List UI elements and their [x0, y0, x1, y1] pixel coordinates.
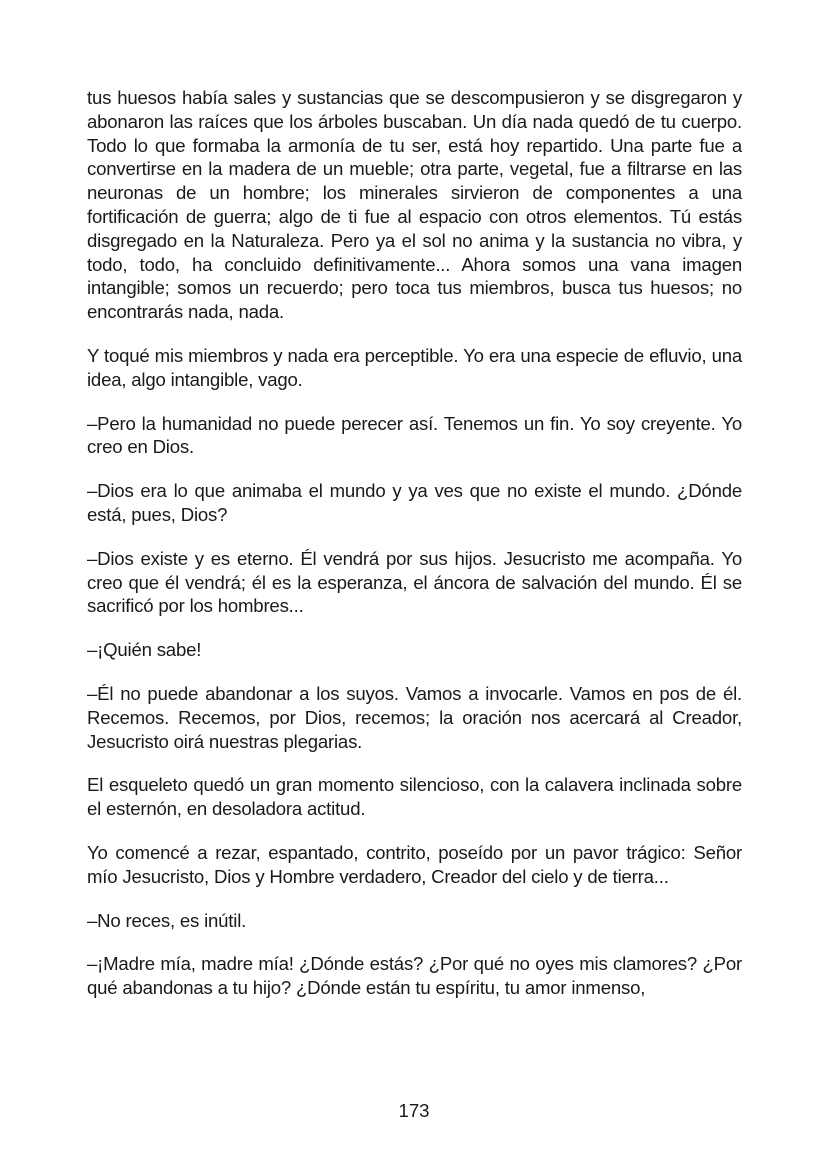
paragraph: –Dios existe y es eterno. Él vendrá por sus hijos. Jesucristo me acompaña. Yo creo que él vendrá; él es la esperanza, el áncora de salvación del mundo. Él se sacrificó por los hombres...: [87, 547, 742, 617]
paragraph: –¡Madre mía, madre mía! ¿Dónde estás? ¿Por qué no oyes mis clamores? ¿Por qué abandonas a tu hijo? ¿Dónde están tu espíritu, tu amor inmenso,: [87, 953, 742, 999]
page-number: 173: [398, 1100, 430, 1121]
paragraph: tus huesos había sales y sustancias que se descompusieron y se disgregaron y abonaron las raíces que los árboles buscaban. Un día nada quedó de tu cuerpo. Todo lo que formaba la armonía de tu ser, está hoy repartido. Una parte fue a convertirse en la madera de un mueble; otra parte, vegetal, fue a filtrarse en las neuronas de un hombre; los minerales sirvieron de componentes a una fortificación de guerra; algo de ti fue al espacio con otros elementos. Tú estás disgregado en la Naturaleza. Pero ya el sol no anima y la sustancia no vibra, y todo, todo, ha concluido definitivamente... Ahora somos una vana imagen intangible; somos un recuerdo; pero toca tus miembros, busca tus huesos; no encontrarás nada, nada.: [87, 87, 742, 323]
paragraph: –Dios era lo que animaba el mundo y ya ves que no existe el mundo. ¿Dónde está, pues, Dios?: [87, 480, 742, 525]
paragraph: –¡Quién sabe!: [87, 639, 202, 661]
page-body: [87, 86, 742, 1020]
paragraph: –Él no puede abandonar a los suyos. Vamos a invocarle. Vamos en pos de él. Recemos. Recemos, por Dios, recemos; la oración nos acercará al Creador, Jesucristo oirá nuestras plegarias.: [87, 682, 742, 752]
paragraph: Y toqué mis miembros y nada era perceptible. Yo era una especie de efluvio, una idea, algo intangible, vago.: [87, 344, 742, 390]
paragraph: Yo comencé a rezar, espantado, contrito, poseído por un pavor trágico: Señor mío Jesucristo, Dios y Hombre verdadero, Creador del cielo y de tierra...: [87, 841, 742, 887]
paragraph: –Pero la humanidad no puede perecer así. Tenemos un fin. Yo soy creyente. Yo creo en Dios.: [87, 412, 742, 458]
paragraph: El esqueleto quedó un gran momento silencioso, con la calavera inclinada sobre el esternón, en desoladora actitud.: [87, 774, 742, 820]
paragraph: –No reces, es inútil.: [87, 909, 247, 931]
